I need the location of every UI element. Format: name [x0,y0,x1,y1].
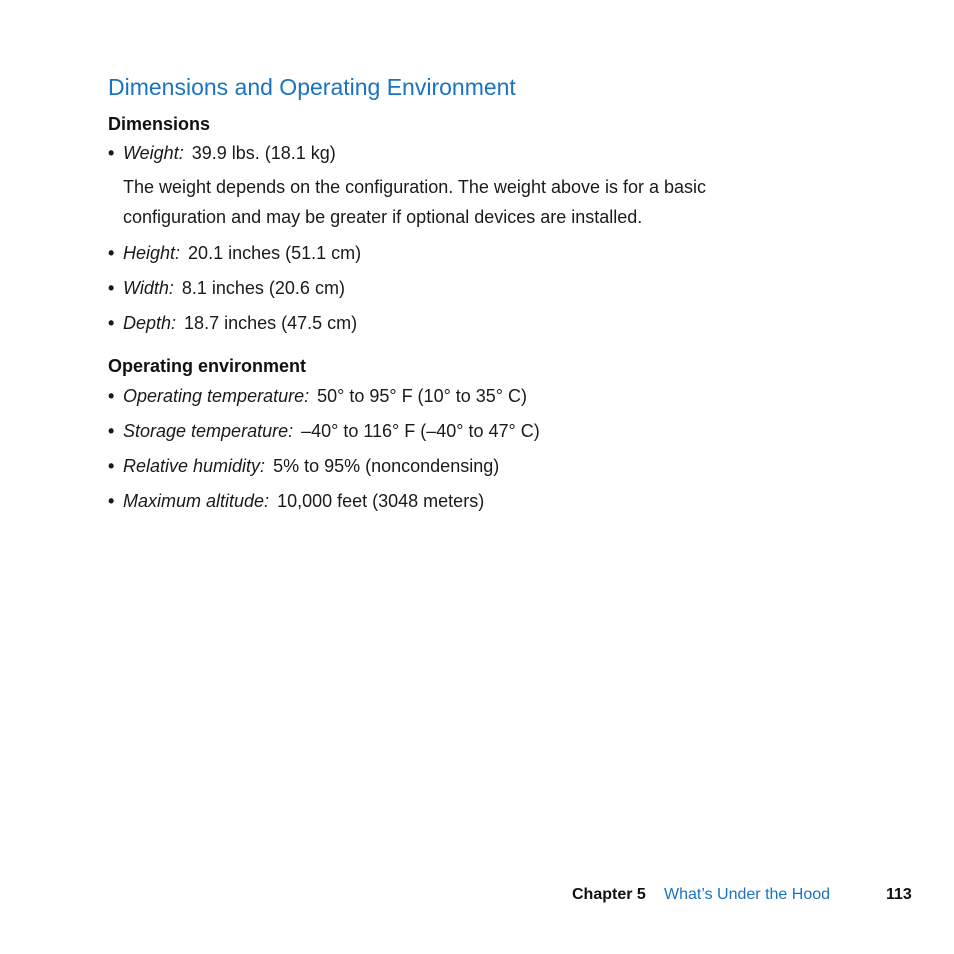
footer-chapter: Chapter 5 [572,886,646,903]
list-item-weight [108,142,336,164]
note-line: The weight depends on the configuration. The weight above is for a basic [123,177,707,197]
list-item-width [108,277,345,299]
note-line: configuration and may be greater if optional devices are installed. [123,207,643,227]
bullet-icon: • [108,421,115,441]
bullet-icon: • [108,278,115,298]
list-item-storage-temperature [108,420,540,442]
section-heading-dimensions: Dimensions [108,114,211,134]
list-item-relative-humidity [108,455,499,477]
item-value: 20.1 inches (51.1 cm) [188,243,362,263]
list-item-depth [108,312,357,334]
item-label: Weight: [123,143,184,163]
bullet-icon: • [108,456,115,476]
list-item-operating-temperature [108,385,527,407]
item-label: Depth: [123,313,177,333]
bullet-icon: • [108,313,115,333]
footer-chapter-title: What’s Under the Hood [664,886,831,903]
section-heading-operating-environment: Operating environment [108,356,307,376]
item-label: Relative humidity: [123,456,266,476]
weight-note [123,172,706,232]
bullet-icon: • [108,386,115,406]
bullet-icon: • [108,491,115,511]
page-number: 113 [886,886,912,903]
item-value: 18.7 inches (47.5 cm) [184,313,358,333]
item-value: 5% to 95% (noncondensing) [273,456,500,476]
item-value: –40° to 116° F (–40° to 47° C) [301,421,540,441]
item-label: Maximum altitude: [123,491,270,511]
item-label: Height: [123,243,181,263]
item-value: 39.9 lbs. (18.1 kg) [191,143,336,163]
list-item-maximum-altitude [108,490,484,512]
item-value: 10,000 feet (3048 meters) [277,491,485,511]
item-label: Storage temperature: [123,421,294,441]
item-label: Operating temperature: [123,386,310,406]
bullet-icon: • [108,243,115,263]
page-title: Dimensions and Operating Environment [108,74,516,100]
bullet-icon: • [108,143,115,163]
item-value: 8.1 inches (20.6 cm) [181,278,345,298]
item-value: 50° to 95° F (10° to 35° C) [317,386,528,406]
list-item-height [108,242,361,264]
item-label: Width: [123,278,174,298]
